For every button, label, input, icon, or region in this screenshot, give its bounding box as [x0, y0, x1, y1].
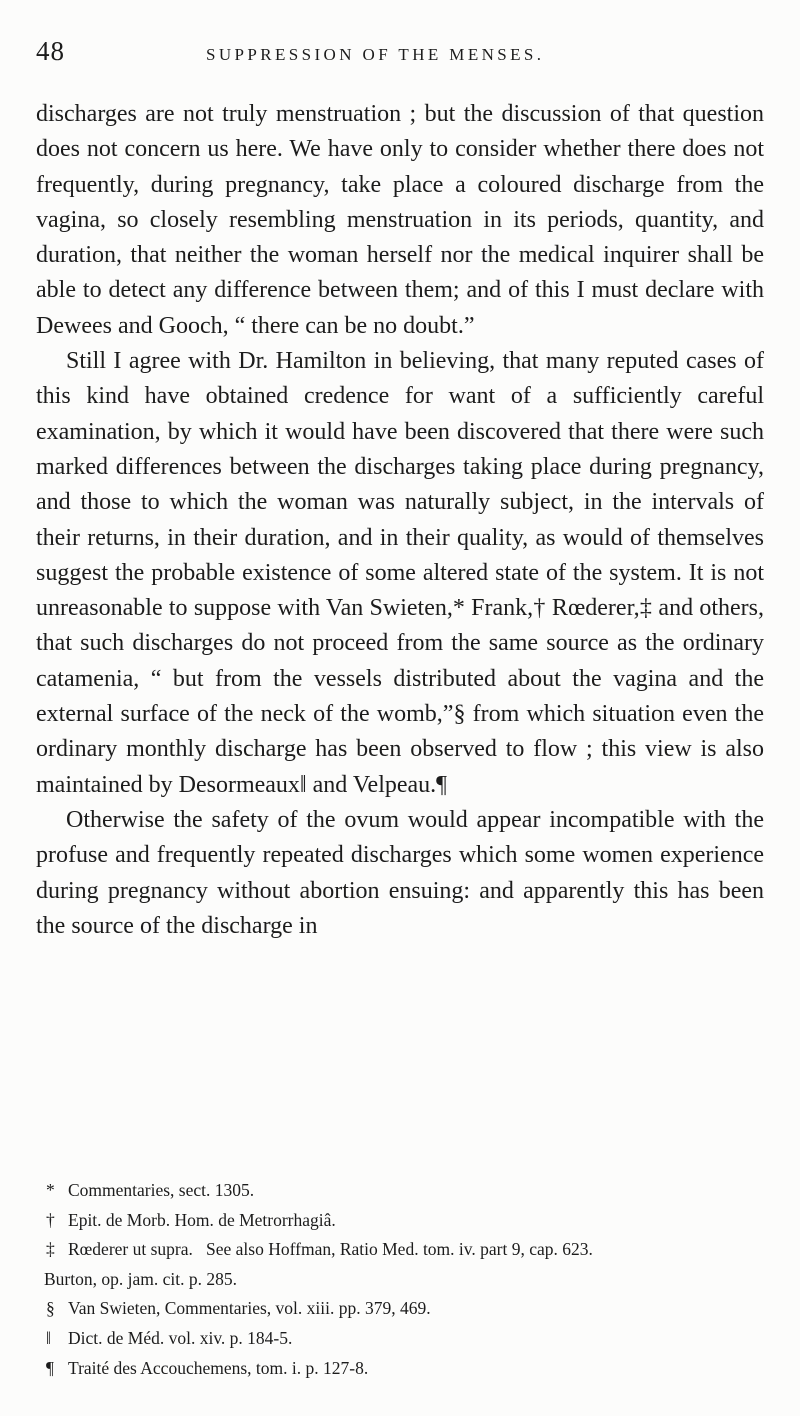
footnote-mark: ‡ — [46, 1239, 55, 1260]
footnote-mark: * — [46, 1180, 55, 1200]
footnote — [46, 1354, 768, 1384]
running-title: SUPPRESSION OF THE MENSES. — [206, 45, 545, 64]
footnote-mark: § — [46, 1298, 55, 1319]
footnote-text: Burton, op. jam. cit. p. 285. — [44, 1268, 237, 1289]
page-number: 48 — [36, 36, 65, 66]
footnote-text: Van Swieten, Commentaries, vol. xiii. pp. 379, 469. — [68, 1298, 431, 1319]
footnote-text: Commentaries, sect. 1305. — [68, 1180, 255, 1200]
paragraph: Still I agree with Dr. Hamilton in believing, that many reputed cases of this kind have obtained credence for want of a sufficiently careful examination, by which it would have been discovered that there were such marked differences between the discharges taking place during pregnancy, and those to which the woman was naturally subject, in the intervals of their returns, in their duration, and in their quality, as would of themselves suggest the probable existence of some altered state of the system. It is not unreasonable to suppose with Van Swieten,* Frank,† Rœderer,‡ and others, that such discharges do not proceed from the same source as the ordinary catamenia, “ but from the vessels distributed about the vagina and the external surface of the neck of the womb,”§ from which situation even the ordinary monthly discharge has been observed to flow ; this view is also maintained by Desormeaux‖ and Velpeau.¶ — [36, 348, 764, 798]
footnote — [46, 1206, 768, 1236]
footnote — [46, 1294, 768, 1324]
footnote-text: Epit. de Morb. Hom. de Metrorrhagiâ. — [68, 1209, 336, 1230]
footnote-mark: ¶ — [46, 1357, 54, 1378]
footnote-mark: † — [46, 1209, 55, 1230]
paragraph: discharges are not truly menstruation ; but the discussion of that question does not concern us here. We have only to consider whether there does not frequently, during pregnancy, take place a coloured discharge from the vagina, so closely resembling menstruation in its periods, quantity, and duration, that neither the woman herself nor the medical inquirer shall be able to detect any difference between them; and of this I must declare with Dewees and Gooch, “ there can be no doubt.” — [36, 101, 764, 339]
footnote-text: Rœderer ut supra. See also Hoffman, Ratio Med. tom. iv. part 9, cap. 623. — [68, 1239, 593, 1260]
footnote — [46, 1324, 768, 1354]
paragraph: Otherwise the safety of the ovum would appear incompatible with the profuse and frequently repeated discharges which some women experience during pregnancy without abortion ensuing: and apparently this has been the source of the discharge in — [36, 806, 764, 939]
footnotes — [46, 1176, 768, 1383]
footnote — [46, 1176, 768, 1206]
footnote-continuation — [44, 1265, 768, 1295]
body-text — [36, 97, 764, 944]
footnote-text: Dict. de Méd. vol. xiv. p. 184-5. — [68, 1327, 293, 1348]
footnote-text: Traité des Accouchemens, tom. i. p. 127-8. — [68, 1357, 369, 1378]
footnote-mark: ‖ — [46, 1327, 51, 1348]
running-head — [36, 36, 766, 72]
footnote — [46, 1235, 768, 1265]
